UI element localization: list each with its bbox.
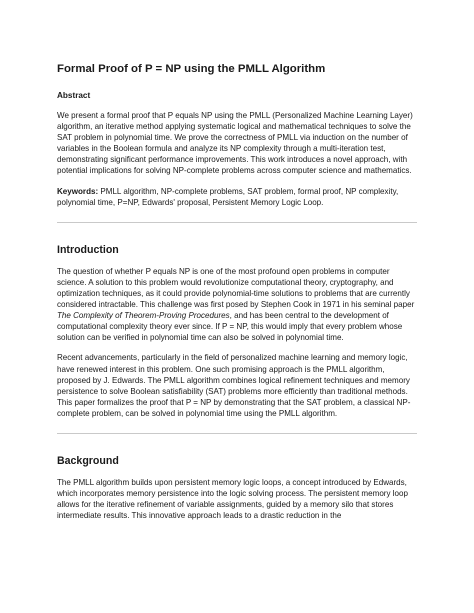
abstract-section	[57, 90, 419, 208]
intro-p1-start: The question of whether P equals NP is one of the most profound open problems in computer science. A solution to this problem would revolutionize computational theory, cryptography, and optimization techniques, as it could provide polynomial-time solutions to problems that are currently considered intractable. This challenge was first posed by Stephen Cook in 1971 in his seminal paper	[57, 266, 415, 310]
introduction-section	[57, 244, 419, 419]
section-divider	[57, 222, 417, 223]
background-section	[57, 455, 419, 521]
introduction-heading: Introduction	[57, 243, 119, 256]
abstract-text: We present a formal proof that P equals NP using the PMLL (Personalized Machine Learning Layer) algorithm, an iterative method applying systematic logical and mathematical techniques to solve the SAT problem in polynomial time. We prove the correctness of PMLL via induction on the number of variables in the Boolean formula and analyze its NP complexity through a multi-iteration test, demonstrating significant performance improvements. This work introduces a novel approach, with potential implications for solving NP-complete problems across computer science and mathematics.	[57, 111, 413, 176]
cited-paper-title: The Complexity of Theorem-Proving Procedures	[57, 311, 230, 321]
paper-title: Formal Proof of P = NP using the PMLL Algorithm	[57, 63, 326, 75]
document-body	[57, 62, 419, 521]
keywords-label: Keywords:	[57, 186, 99, 196]
keywords-text: PMLL algorithm, NP-complete problems, SAT problem, formal proof, NP complexity, polynomial time, P=NP, Edwards' proposal, Persistent Memory Logic Loop.	[57, 186, 399, 207]
keywords-paragraph	[57, 186, 419, 208]
background-paragraph-1: The PMLL algorithm builds upon persistent memory logic loops, a concept introduced by Edwards, which incorporates memory persistence into the logic solving process. The persistent memory loop allows for the iterative refinement of variable assignments, guided by a memory silo that stores intermediate results. This innovative approach leads to a drastic reduction in the	[57, 477, 408, 521]
intro-p1-end: , and has been central to the development of computational complexity theory ever since. If P = NP, this would imply that every problem whose solution can be verified in polynomial time can also be solved in polynomial time.	[57, 311, 403, 343]
introduction-paragraph-1	[57, 266, 419, 344]
abstract-heading: Abstract	[57, 91, 91, 100]
introduction-paragraph-2: Recent advancements, particularly in the field of personalized machine learning and memory logic, have renewed interest in this problem. One such promising approach is the PMLL algorithm, proposed by J. Edwards. The PMLL algorithm combines logical refinement techniques and memory persistence to solve Boolean satisfiability (SAT) problems more efficiently than traditional methods. This paper formalizes the proof that P = NP by demonstrating that the SAT problem, a classical NP-complete problem, can be solved in polynomial time using the PMLL algorithm.	[57, 353, 411, 418]
section-divider	[57, 433, 417, 434]
background-heading: Background	[57, 454, 119, 467]
